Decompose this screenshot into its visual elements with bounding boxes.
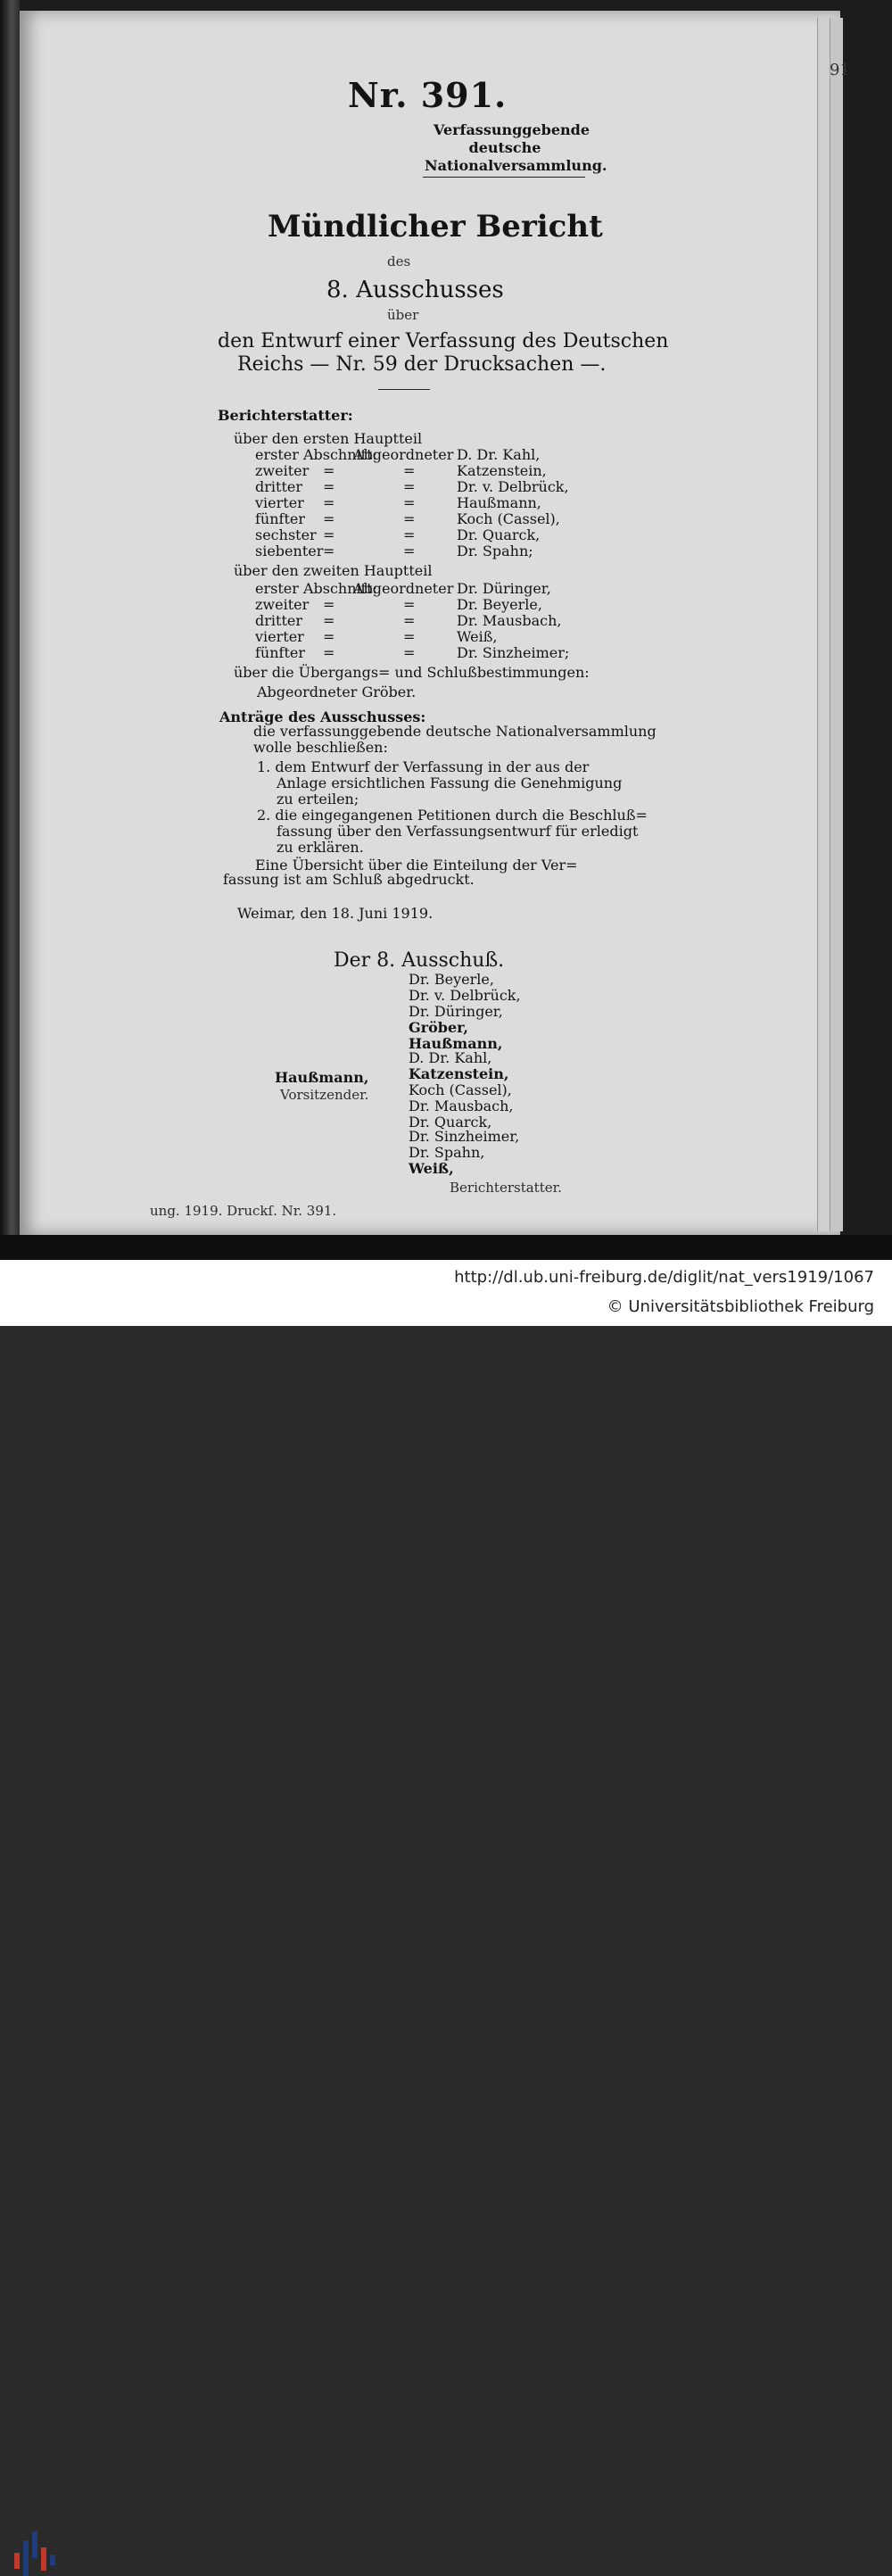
member-name: Koch (Cassel), xyxy=(409,1081,512,1098)
transition-member: Abgeordneter Gröber. xyxy=(257,683,417,700)
reporters-label: Berichterstatter. xyxy=(450,1180,562,1196)
member-name: Haußmann, xyxy=(409,1035,503,1052)
member-name: Dr. Beyerle, xyxy=(409,971,494,988)
part1-ditto: = xyxy=(403,510,416,527)
part1-name: Dr. v. Delbrück, xyxy=(457,478,569,495)
report-title: Mündlicher Bericht xyxy=(268,209,603,244)
page-edge xyxy=(830,18,843,1231)
overview-note-2: fassung ist am Schluß abgedruckt. xyxy=(223,871,475,888)
member-name: Dr. Quarck, xyxy=(409,1114,492,1131)
part1-role: Abgeordneter xyxy=(353,446,454,463)
committee-name: 8. Ausschusses xyxy=(326,277,504,303)
motions-intro-1: die verfassunggebende deutsche Nationalversammlung xyxy=(253,723,657,740)
date-line: Weimar, den 18. Juni 1919. xyxy=(237,905,434,922)
part2-section: erster Abschnitt: xyxy=(255,580,377,597)
motion2-line-3: zu erklären. xyxy=(277,839,364,856)
member-name: Dr. Sinzheimer, xyxy=(409,1128,520,1145)
part2-ditto: = xyxy=(323,612,335,629)
part2-ditto: = xyxy=(403,612,416,629)
subject-line-2: Reichs — Nr. 59 der Drucksachen —. xyxy=(237,353,607,376)
part2-name: Dr. Sinzheimer; xyxy=(457,644,570,661)
part1-section: siebenter xyxy=(255,543,324,559)
part2-section: vierter xyxy=(255,628,304,645)
org-line-3: Nationalversammlung. xyxy=(425,157,607,174)
motion1-line-2: Anlage ersichtlichen Fassung die Genehmigung xyxy=(277,774,623,791)
part1-name: Haußmann, xyxy=(457,494,541,511)
part1-ditto: = xyxy=(403,526,416,543)
part1-ditto: = xyxy=(323,543,335,559)
part2-name: Weiß, xyxy=(457,628,498,645)
part1-section: vierter xyxy=(255,494,304,511)
chair-name: Haußmann, xyxy=(275,1069,369,1086)
part1-section: sechster xyxy=(255,526,317,543)
part1-section: fünfter xyxy=(255,510,305,527)
source-url-link[interactable]: http://dl.ub.uni-freiburg.de/diglit/nat_vers1919/1067 xyxy=(454,1268,874,1287)
org-line-2: deutsche xyxy=(468,139,541,156)
part1-name: Dr. Spahn; xyxy=(457,543,533,559)
divider xyxy=(378,389,430,390)
copyright-notice: © Universitätsbibliothek Freiburg xyxy=(607,1297,874,1316)
page-edge xyxy=(817,18,830,1231)
part1-name: D. Dr. Kahl, xyxy=(457,446,541,463)
part2-ditto: = xyxy=(323,644,335,661)
member-name: Dr. Spahn, xyxy=(409,1144,485,1161)
member-name: Dr. v. Delbrück, xyxy=(409,987,521,1004)
org-underline xyxy=(423,177,585,178)
document-number: Nr. 391. xyxy=(348,75,508,115)
part1-name: Dr. Quarck, xyxy=(457,526,541,543)
part1-ditto: = xyxy=(323,478,335,495)
part1-section: zweiter xyxy=(255,462,310,479)
motions-heading: Anträge des Ausschusses: xyxy=(219,708,426,725)
motion1-line-3: zu erteilen; xyxy=(277,791,359,808)
part2-name: Dr. Beyerle, xyxy=(457,596,542,613)
part2-ditto: = xyxy=(323,596,335,613)
part1-ditto: = xyxy=(403,478,416,495)
member-name: Dr. Mausbach, xyxy=(409,1097,514,1114)
part1-ditto: = xyxy=(403,543,416,559)
member-name: Gröber, xyxy=(409,1019,468,1036)
page-number: 91 xyxy=(830,61,850,79)
motion1-line-1: 1. dem Entwurf der Verfassung in der aus der xyxy=(257,758,590,775)
part1-heading: über den ersten Hauptteil xyxy=(234,430,423,447)
motion2-line-2: fassung über den Verfassungsentwurf für erledigt xyxy=(277,823,639,840)
motion2-line-1: 2. die eingegangenen Petitionen durch die Beschluß= xyxy=(257,807,648,824)
member-name: Katzenstein, xyxy=(409,1065,509,1082)
part1-section: dritter xyxy=(255,478,302,495)
part2-ditto: = xyxy=(403,596,416,613)
library-logo-icon xyxy=(14,2531,57,2576)
signature-heading: Der 8. Ausschuß. xyxy=(334,949,505,972)
motions-intro-2: wolle beschließen: xyxy=(253,739,388,756)
part1-ditto: = xyxy=(403,462,416,479)
des-label: des xyxy=(387,253,411,269)
scan-border xyxy=(0,1235,892,1260)
part2-name: Dr. Düringer, xyxy=(457,580,551,597)
part2-name: Dr. Mausbach, xyxy=(457,612,562,629)
part1-section: erster Abschnitt: xyxy=(255,446,377,463)
part1-name: Katzenstein, xyxy=(457,462,547,479)
part1-ditto: = xyxy=(323,494,335,511)
member-name: D. Dr. Kahl, xyxy=(409,1049,492,1066)
overview-note-1: Eine Übersicht über die Einteilung der Ver= xyxy=(255,857,578,874)
scanned-document xyxy=(0,0,892,1260)
part1-ditto: = xyxy=(323,510,335,527)
chair-role: Vorsitzender. xyxy=(280,1087,369,1103)
part2-ditto: = xyxy=(403,628,416,645)
subject-line-1: den Entwurf einer Verfassung des Deutschen xyxy=(218,330,669,352)
book-spine xyxy=(0,0,20,1260)
part2-role: Abgeordneter xyxy=(353,580,454,597)
part2-ditto: = xyxy=(323,628,335,645)
org-line-1: Verfassunggebende xyxy=(434,121,591,138)
part2-ditto: = xyxy=(403,644,416,661)
reporters-heading: Berichterstatter: xyxy=(218,407,353,424)
member-name: Dr. Düringer, xyxy=(409,1003,503,1020)
part1-ditto: = xyxy=(323,526,335,543)
part2-section: dritter xyxy=(255,612,302,629)
part1-ditto: = xyxy=(323,462,335,479)
part2-section: fünfter xyxy=(255,644,305,661)
ueber-label: über xyxy=(387,307,419,323)
part2-section: zweiter xyxy=(255,596,310,613)
transition-heading: über die Übergangs= und Schlußbestimmungen: xyxy=(234,664,590,681)
member-name: Weiß, xyxy=(409,1160,454,1177)
print-line: ung. 1919. Druckſ. Nr. 391. xyxy=(150,1203,337,1219)
part1-name: Koch (Cassel), xyxy=(457,510,560,527)
part2-heading: über den zweiten Hauptteil xyxy=(234,562,433,579)
part1-ditto: = xyxy=(403,494,416,511)
